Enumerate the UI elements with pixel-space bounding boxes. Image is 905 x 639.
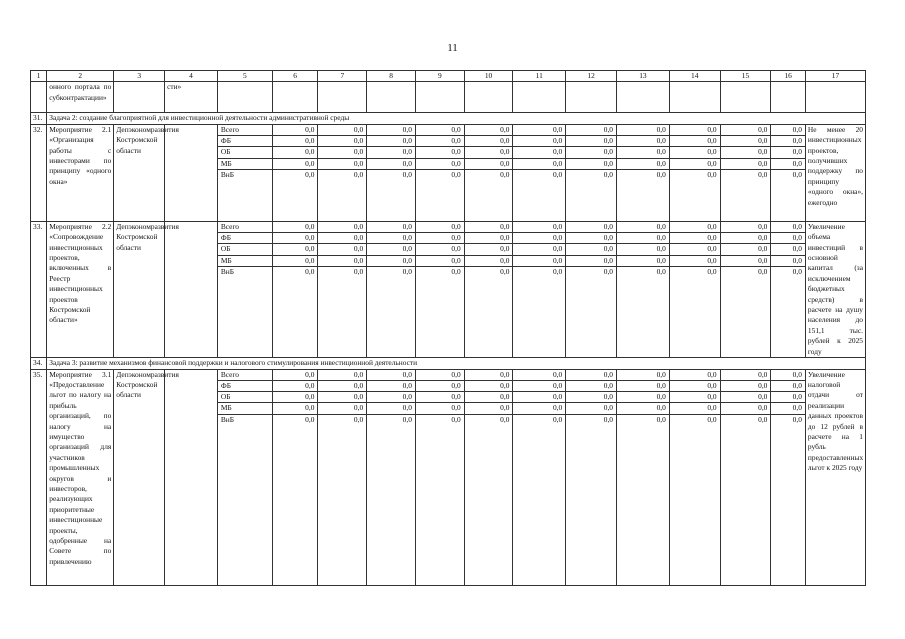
value-entry: 0,0 (617, 222, 669, 233)
table-row (31, 221, 866, 357)
value-entry: 0,0 (771, 381, 805, 392)
value-entry: 0,0 (670, 233, 720, 244)
value-entry: 0,0 (367, 381, 415, 392)
value-entry: 0,0 (758, 414, 768, 424)
value-entry: 0,0 (656, 414, 666, 424)
value-entry: 0,0 (273, 381, 318, 392)
value-entry: 0,0 (318, 147, 366, 158)
header-row (31, 71, 866, 82)
value-entry: 0,0 (416, 125, 464, 136)
value-entry: 0,0 (670, 381, 720, 392)
measure-cell: Мероприятие 3.1 «Предоставление льгот по налогу на прибыль организаций, по налогу на имущество организаций для участников промышленных округов и инвесторов, реализующих приоритетные инвестиционные проекты, одобренные на Совете по привлечению (47, 369, 114, 585)
value-entry: 0,0 (617, 147, 669, 158)
value-entry: 0,0 (416, 222, 464, 233)
value-entry: 0,0 (670, 392, 720, 403)
value-cell (318, 221, 367, 357)
value-entry: 0,0 (367, 370, 415, 381)
value-entry: 0,0 (617, 125, 669, 136)
value-entry: 0,0 (792, 267, 802, 276)
value-entry: 0,0 (771, 159, 805, 170)
funding-label: ОБ (218, 392, 272, 403)
value-entry: 0,0 (566, 403, 616, 414)
value-entry: 0,0 (367, 147, 415, 158)
column-header: 16 (771, 71, 806, 82)
value-entry: 0,0 (721, 136, 771, 147)
value-entry: 0,0 (721, 222, 771, 233)
value-entry: 0,0 (617, 256, 669, 267)
value-entry: 0,0 (513, 222, 565, 233)
value-entry: 0,0 (416, 370, 464, 381)
funding-labels-cell (217, 221, 272, 357)
funding-label: МБ (218, 256, 272, 267)
value-entry: 0,0 (792, 170, 802, 179)
value-entry: 0,0 (656, 170, 666, 179)
result-cell: Увеличение объема инвестиций в основной капитал (за исключением бюджетных средств) в расчете на душу населения до 151,1 тыс. рублей к 2025 году (805, 221, 865, 357)
value-entry: 0,0 (566, 233, 616, 244)
funding-label: Всего (218, 370, 272, 381)
column-header: 7 (318, 71, 367, 82)
table-row (31, 369, 866, 585)
value-entry: 0,0 (721, 233, 771, 244)
value-entry: 0,0 (670, 222, 720, 233)
value-entry: 0,0 (566, 381, 616, 392)
value-entry: 0,0 (771, 125, 805, 136)
value-entry: 0,0 (617, 244, 669, 255)
value-entry: 0,0 (617, 159, 669, 170)
value-entry: 0,0 (402, 170, 412, 179)
column-header: 14 (669, 71, 720, 82)
value-cell (415, 369, 464, 585)
value-entry: 0,0 (771, 147, 805, 158)
value-entry: 0,0 (792, 414, 802, 424)
value-entry: 0,0 (367, 233, 415, 244)
value-entry: 0,0 (367, 222, 415, 233)
funding-label: Всего (218, 222, 272, 233)
value-entry: 0,0 (566, 392, 616, 403)
value-entry: 0,0 (552, 267, 563, 276)
column-header: 1 (31, 71, 47, 82)
table-row (31, 124, 866, 221)
value-entry: 0,0 (771, 392, 805, 403)
value-cell (318, 124, 367, 221)
value-entry: 0,0 (656, 267, 666, 276)
value-entry: 0,0 (416, 233, 464, 244)
value-entry: 0,0 (566, 244, 616, 255)
funding-label: ОБ (218, 244, 272, 255)
value-entry: 0,0 (416, 256, 464, 267)
value-entry: 0,0 (670, 125, 720, 136)
section-number: 34. (31, 358, 47, 369)
page-number: 11 (447, 42, 458, 54)
value-entry: 0,0 (305, 414, 315, 424)
measure-cell: Мероприятие 2.1 «Организация работы с инвесторами по принципу «одного окна» (47, 124, 114, 221)
value-entry: 0,0 (513, 147, 565, 158)
value-entry: 0,0 (513, 159, 565, 170)
column-header: 13 (617, 71, 670, 82)
value-entry: 0,0 (273, 136, 318, 147)
value-entry: 0,0 (353, 267, 364, 276)
section-title: Задача 3: развитие механизмов финансовой поддержки и налогового стимулирования инвестиционной деятельности (47, 358, 866, 369)
column-header: 3 (114, 71, 165, 82)
value-entry: 0,0 (771, 222, 805, 233)
value-cell (272, 221, 318, 357)
result-cell: Увеличение налоговой отдачи от реализации данных проектов до 12 рублей в расчете на 1 рубль предоставленных льгот к 2025 году (805, 369, 865, 585)
value-entry: 0,0 (771, 403, 805, 414)
funding-label: ФБ (218, 136, 272, 147)
value-entry: 0,0 (552, 414, 563, 424)
column-header: 2 (47, 71, 114, 82)
value-entry: 0,0 (318, 233, 366, 244)
value-entry: 0,0 (318, 256, 366, 267)
value-entry: 0,0 (721, 159, 771, 170)
funding-label: ОБ (218, 147, 272, 158)
value-entry: 0,0 (416, 381, 464, 392)
column-header: 15 (720, 71, 771, 82)
value-cell (669, 124, 720, 221)
section-number: 31. (31, 113, 47, 124)
value-entry: 0,0 (465, 136, 513, 147)
value-entry: 0,0 (367, 136, 415, 147)
value-entry: 0,0 (552, 170, 563, 179)
empty-cell (165, 369, 218, 585)
value-entry: 0,0 (513, 125, 565, 136)
value-entry: 0,0 (305, 267, 315, 276)
funding-label: ФБ (218, 233, 272, 244)
value-entry: 0,0 (318, 381, 366, 392)
value-entry: 0,0 (670, 147, 720, 158)
value-entry: 0,0 (758, 170, 768, 179)
value-entry: 0,0 (670, 370, 720, 381)
value-entry: 0,0 (771, 136, 805, 147)
value-entry: 0,0 (513, 136, 565, 147)
value-entry: 0,0 (465, 147, 513, 158)
value-entry: 0,0 (402, 267, 412, 276)
value-entry: 0,0 (721, 256, 771, 267)
value-entry: 0,0 (566, 125, 616, 136)
value-entry: 0,0 (273, 222, 318, 233)
value-entry: 0,0 (771, 256, 805, 267)
value-cell (513, 221, 566, 357)
value-entry: 0,0 (707, 170, 717, 179)
value-entry: 0,0 (402, 414, 412, 424)
value-entry: 0,0 (416, 159, 464, 170)
value-entry: 0,0 (513, 256, 565, 267)
value-entry: 0,0 (367, 159, 415, 170)
value-entry: 0,0 (566, 370, 616, 381)
value-entry: 0,0 (758, 267, 768, 276)
row-number: 35. (31, 369, 47, 585)
value-entry: 0,0 (465, 381, 513, 392)
value-entry: 0,0 (670, 244, 720, 255)
value-entry: 0,0 (721, 244, 771, 255)
value-cell (272, 124, 318, 221)
value-entry: 0,0 (367, 125, 415, 136)
value-entry: 0,0 (566, 222, 616, 233)
value-entry: 0,0 (771, 370, 805, 381)
column-header: 9 (415, 71, 464, 82)
value-entry: 0,0 (416, 147, 464, 158)
value-entry: 0,0 (513, 403, 565, 414)
value-entry: 0,0 (318, 136, 366, 147)
value-entry: 0,0 (603, 414, 614, 424)
funding-labels-cell (217, 124, 272, 221)
value-cell (415, 124, 464, 221)
value-entry: 0,0 (617, 381, 669, 392)
value-entry: 0,0 (273, 392, 318, 403)
value-entry: 0,0 (318, 222, 366, 233)
value-entry: 0,0 (670, 256, 720, 267)
column-header: 10 (464, 71, 513, 82)
value-entry: 0,0 (721, 147, 771, 158)
value-entry: 0,0 (721, 403, 771, 414)
column-header: 12 (566, 71, 617, 82)
column-header: 8 (367, 71, 416, 82)
value-entry: 0,0 (670, 136, 720, 147)
value-cell (272, 369, 318, 585)
column-header: 6 (272, 71, 318, 82)
column-header: 4 (165, 71, 218, 82)
value-entry: 0,0 (416, 403, 464, 414)
value-entry: 0,0 (670, 403, 720, 414)
value-entry: 0,0 (273, 244, 318, 255)
value-cell (464, 124, 513, 221)
result-cell: Не менее 20 инвестиционных проектов, получивших поддержку по принципу «одного окна», ежегодно (805, 124, 865, 221)
value-entry: 0,0 (353, 170, 364, 179)
value-cell (566, 221, 617, 357)
executor-cell: Депэкономразвития Костромской области (114, 369, 165, 585)
value-entry: 0,0 (451, 267, 461, 276)
value-entry: 0,0 (273, 233, 318, 244)
value-entry: 0,0 (465, 233, 513, 244)
value-cell (464, 369, 513, 585)
value-cell (720, 124, 771, 221)
funding-label: ФБ (218, 381, 272, 392)
column-header: 17 (805, 71, 865, 82)
value-cell (367, 124, 416, 221)
value-entry: 0,0 (566, 256, 616, 267)
funding-label: ВнБ (220, 170, 235, 179)
value-entry: 0,0 (416, 244, 464, 255)
value-entry: 0,0 (273, 159, 318, 170)
value-entry: 0,0 (617, 403, 669, 414)
value-entry: 0,0 (318, 244, 366, 255)
value-entry: 0,0 (367, 256, 415, 267)
value-entry: 0,0 (500, 414, 510, 424)
value-entry: 0,0 (513, 381, 565, 392)
column-header: 11 (513, 71, 566, 82)
value-entry: 0,0 (617, 136, 669, 147)
value-entry: 0,0 (318, 370, 366, 381)
column-header: 5 (217, 71, 272, 82)
carry-measure-cell: онного портала по субконтрактации» (47, 82, 114, 113)
value-entry: 0,0 (721, 381, 771, 392)
value-entry: 0,0 (513, 244, 565, 255)
value-entry: 0,0 (318, 125, 366, 136)
value-entry: 0,0 (465, 159, 513, 170)
value-cell (566, 369, 617, 585)
value-entry: 0,0 (603, 170, 614, 179)
value-entry: 0,0 (273, 403, 318, 414)
empty-cell (165, 221, 218, 357)
value-entry: 0,0 (566, 147, 616, 158)
executor-cell: Депэкономразвития Костромской области (114, 221, 165, 357)
funding-label: МБ (218, 403, 272, 414)
value-entry: 0,0 (771, 233, 805, 244)
value-cell (669, 221, 720, 357)
value-entry: 0,0 (416, 392, 464, 403)
value-cell (617, 369, 670, 585)
value-entry: 0,0 (465, 370, 513, 381)
value-entry: 0,0 (707, 267, 717, 276)
funding-label: ВнБ (220, 267, 235, 276)
value-entry: 0,0 (566, 159, 616, 170)
funding-label: ВнБ (220, 414, 235, 424)
value-entry: 0,0 (465, 392, 513, 403)
value-entry: 0,0 (721, 370, 771, 381)
value-entry: 0,0 (273, 125, 318, 136)
value-entry: 0,0 (273, 256, 318, 267)
value-entry: 0,0 (318, 403, 366, 414)
value-cell (771, 369, 806, 585)
value-entry: 0,0 (603, 267, 614, 276)
value-cell (771, 221, 806, 357)
value-entry: 0,0 (721, 125, 771, 136)
value-entry: 0,0 (367, 392, 415, 403)
value-entry: 0,0 (617, 233, 669, 244)
value-entry: 0,0 (451, 170, 461, 179)
funding-label: МБ (218, 159, 272, 170)
value-entry: 0,0 (513, 392, 565, 403)
value-entry: 0,0 (566, 136, 616, 147)
value-entry: 0,0 (513, 370, 565, 381)
measure-cell: Мероприятие 2.2 «Сопровождение инвестиционных проектов, включенных в Реестр инвестиционных проектов Костромской области» (47, 221, 114, 357)
value-entry: 0,0 (273, 147, 318, 158)
value-entry: 0,0 (707, 414, 717, 424)
value-entry: 0,0 (617, 392, 669, 403)
value-entry: 0,0 (465, 403, 513, 414)
value-cell (318, 369, 367, 585)
value-cell (367, 221, 416, 357)
executor-cell: Депэкономразвития Костромской области (114, 124, 165, 221)
value-entry: 0,0 (500, 170, 510, 179)
value-entry: 0,0 (367, 244, 415, 255)
value-entry: 0,0 (513, 233, 565, 244)
value-cell (513, 124, 566, 221)
carry-row (31, 82, 866, 113)
value-entry: 0,0 (416, 136, 464, 147)
empty-cell (165, 124, 218, 221)
section-title: Задача 2: создание благоприятной для инвестиционной деятельности административной среды (47, 113, 866, 124)
value-cell (367, 369, 416, 585)
value-cell (415, 221, 464, 357)
funding-label: Всего (218, 125, 272, 136)
value-cell (771, 124, 806, 221)
value-entry: 0,0 (617, 370, 669, 381)
row-number: 33. (31, 221, 47, 357)
value-entry: 0,0 (465, 222, 513, 233)
carry-text-cell: сти» (165, 82, 218, 113)
value-cell (464, 221, 513, 357)
value-cell (513, 369, 566, 585)
value-entry: 0,0 (465, 256, 513, 267)
program-table (30, 70, 866, 586)
value-entry: 0,0 (500, 267, 510, 276)
section-row (31, 358, 866, 369)
value-cell (720, 221, 771, 357)
funding-labels-cell (217, 369, 272, 585)
value-cell (669, 369, 720, 585)
value-cell (617, 124, 670, 221)
value-entry: 0,0 (367, 403, 415, 414)
value-entry: 0,0 (451, 414, 461, 424)
value-cell (566, 124, 617, 221)
value-entry: 0,0 (465, 125, 513, 136)
section-row (31, 113, 866, 124)
value-entry: 0,0 (273, 370, 318, 381)
value-entry: 0,0 (318, 392, 366, 403)
value-entry: 0,0 (721, 392, 771, 403)
value-entry: 0,0 (318, 159, 366, 170)
row-number: 32. (31, 124, 47, 221)
value-cell (617, 221, 670, 357)
value-entry: 0,0 (305, 170, 315, 179)
value-cell (720, 369, 771, 585)
value-entry: 0,0 (771, 244, 805, 255)
value-entry: 0,0 (353, 414, 364, 424)
value-entry: 0,0 (670, 159, 720, 170)
value-entry: 0,0 (465, 244, 513, 255)
